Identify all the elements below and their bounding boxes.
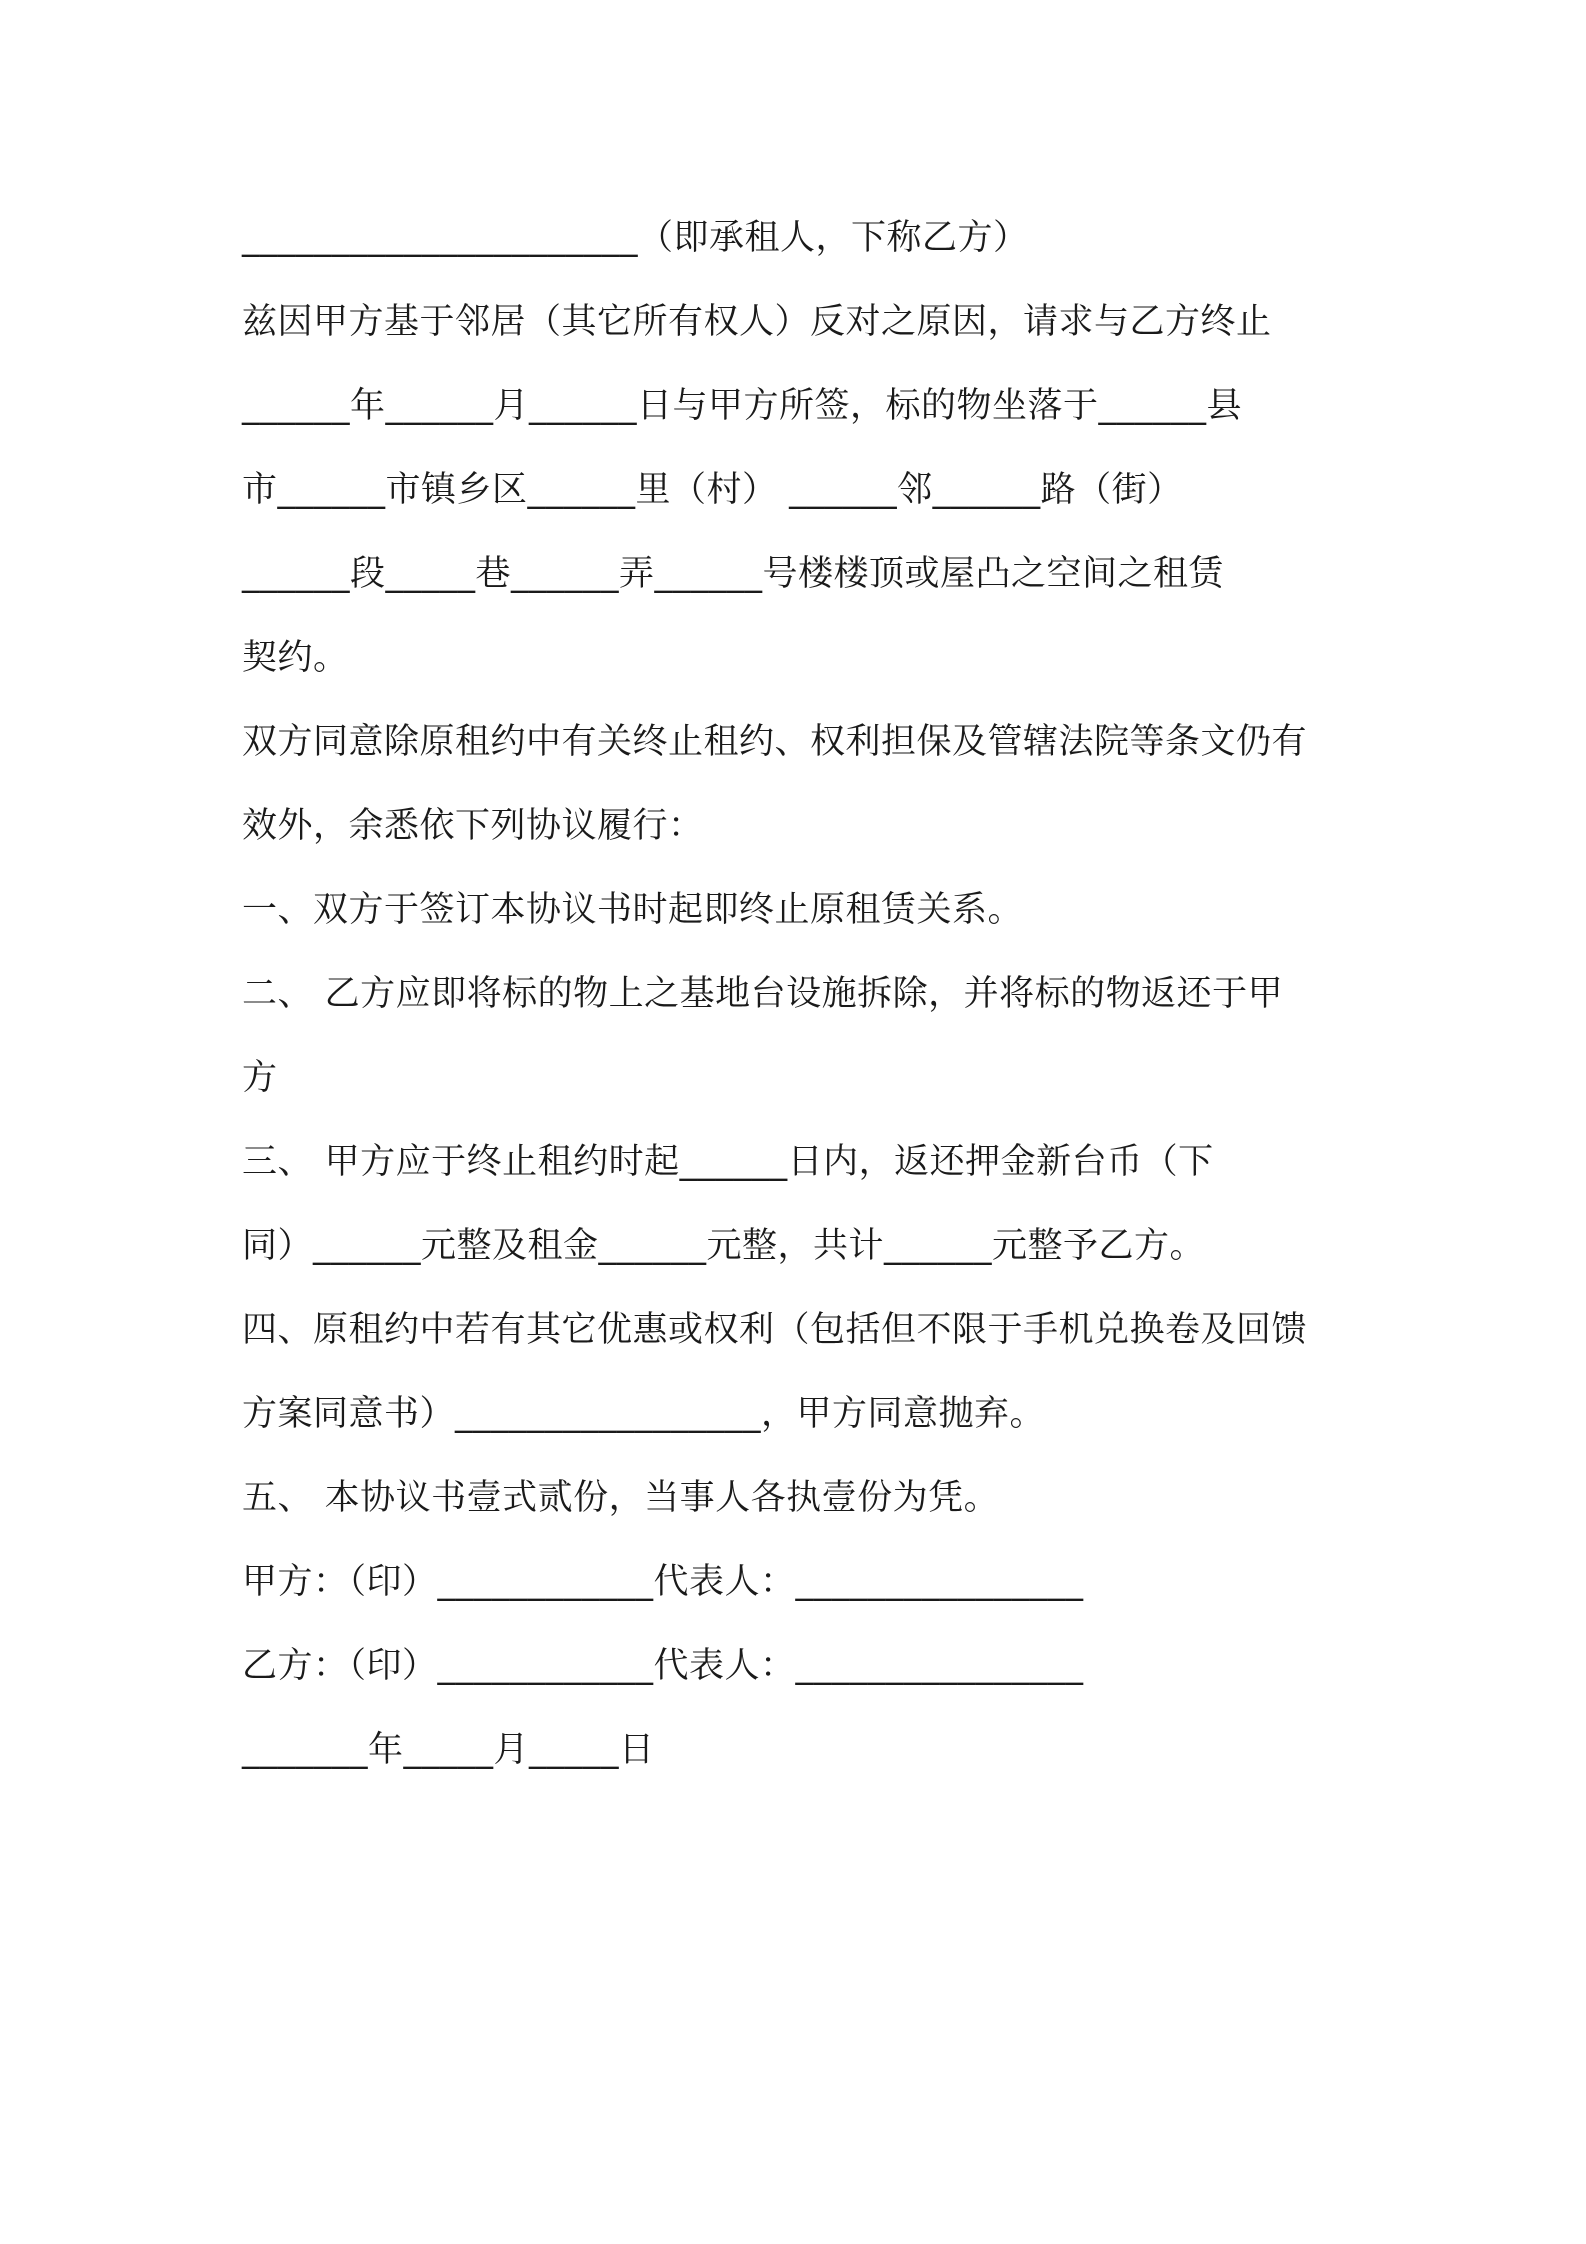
contract-line: 契约。 [242,638,349,678]
clause-2-line-2: 方 [242,1058,278,1098]
address-line-1: 市______市镇乡区______里（村） ______邻______路（街） [242,470,1183,510]
clause-5: 五、 本协议书壹式贰份，当事人各执壹份为凭。 [242,1478,1000,1518]
party-b-signature: 乙方：（印）____________代表人：________________ [242,1646,1084,1686]
clause-1: 一、双方于签订本协议书时起即终止原租赁关系。 [242,890,1024,930]
date-location-line: ______年______月______日与甲方所签，标的物坐落于______县 [242,386,1243,426]
agreement-line-2: 效外，余悉依下列协议履行： [242,806,704,846]
agreement-line-1: 双方同意除原租约中有关终止租约、权利担保及管辖法院等条文仍有 [242,722,1308,762]
tenant-line: ______________________（即承租人，下称乙方） [242,218,1029,258]
clause-3-line-2: 同）______元整及租金______元整，共计______元整予乙方。 [242,1226,1206,1266]
address-line-2: ______段_____巷______弄______号楼楼顶或屋凸之空间之租赁 [242,554,1225,594]
party-a-signature: 甲方：（印）____________代表人：________________ [242,1562,1084,1602]
clause-4-line-1: 四、原租约中若有其它优惠或权利（包括但不限于手机兑换卷及回馈 [242,1310,1308,1350]
signing-date: _______年_____月_____日 [242,1730,655,1770]
clause-3-line-1: 三、 甲方应于终止租约时起______日内，返还押金新台币（下 [242,1142,1214,1182]
reason-line: 兹因甲方基于邻居（其它所有权人）反对之原因，请求与乙方终止 [242,302,1272,342]
clause-4-line-2: 方案同意书）_________________，甲方同意抛弃。 [242,1394,1046,1434]
clause-2-line-1: 二、 乙方应即将标的物上之基地台设施拆除，并将标的物返还于甲 [242,974,1284,1014]
agreement-text [242,196,1362,1792]
